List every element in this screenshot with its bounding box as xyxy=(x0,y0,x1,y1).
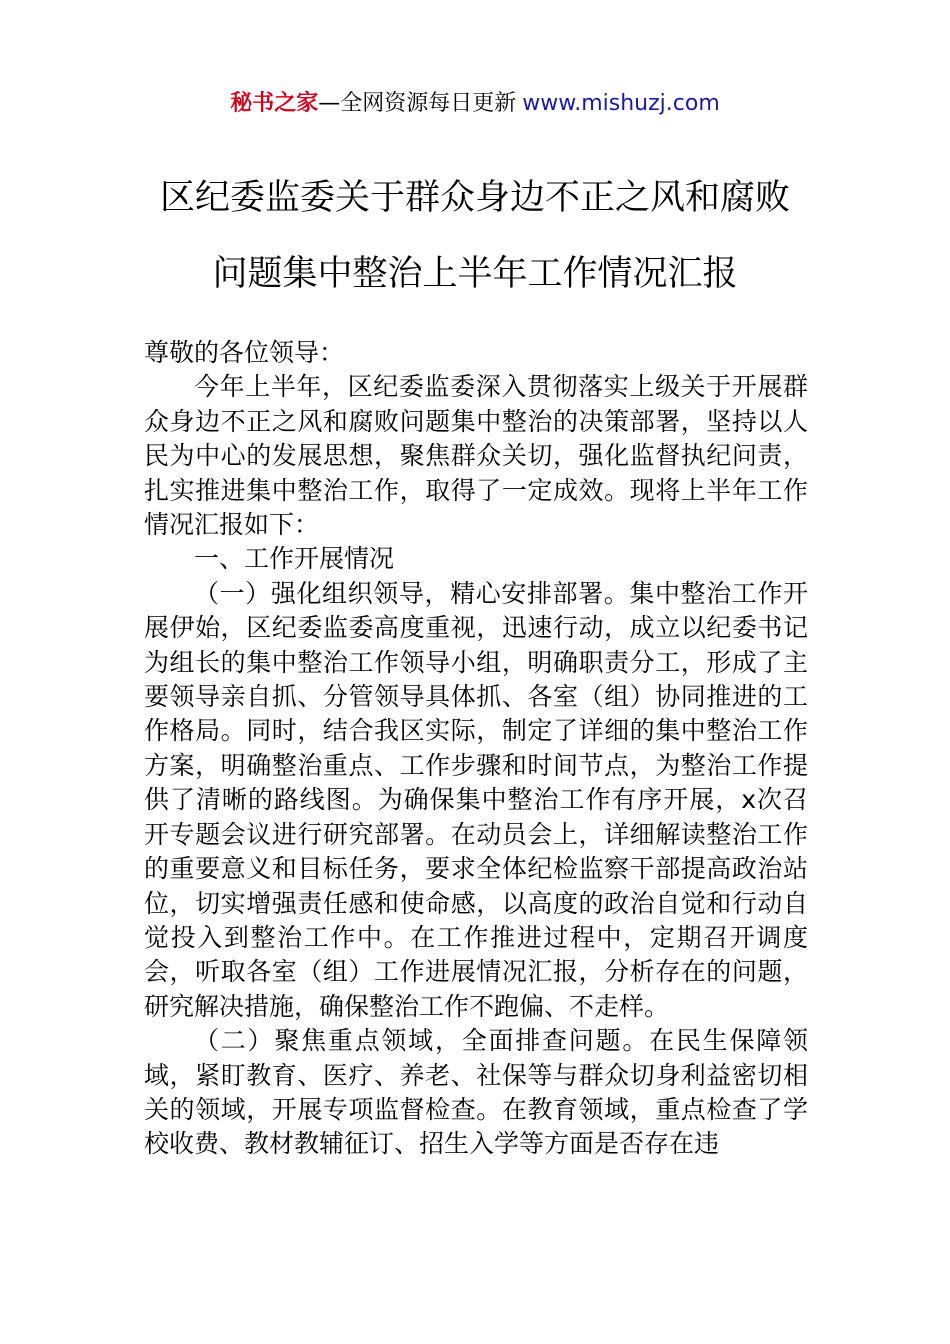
site-url-link[interactable]: www.mishuzj.com xyxy=(522,91,720,116)
salutation: 尊敬的各位领导： xyxy=(144,338,345,367)
document-title xyxy=(0,160,950,312)
title-line-1: 区纪委监委关于群众身边不正之风和腐败 xyxy=(159,178,790,218)
paragraph-item-2: （二）聚焦重点领域，全面排查问题。在民生保障领域，紧盯教育、医疗、养老、社保等与群众切身利益密切相关的领域，开展专项监督检查。在教育领域，重点检查了学校收费、教材教辅征订、招生入学等方面是否存在违 xyxy=(144,1026,808,1159)
site-header xyxy=(0,86,950,122)
paragraph-intro: 今年上半年，区纪委监委深入贯彻落实上级关于开展群众身边不正之风和腐败问题集中整治的决策部署，坚持以人民为中心的发展思想，聚焦群众关切，强化监督执纪问责，扎实推进集中整治工作，取得了一定成效。现将上半年工作情况汇报如下： xyxy=(144,372,808,540)
brand-name: 秘书之家 xyxy=(230,91,319,116)
header-tagline: —全网资源每日更新 xyxy=(318,91,517,116)
section-heading: 一、工作开展情况 xyxy=(194,544,395,574)
paragraph-item-1: （一）强化组织领导，精心安排部署。集中整治工作开展伊始，区纪委监委高度重视，迅速行动，成立以纪委书记为组长的集中整治工作领导小组，明确职责分工，形成了主要领导亲自抓、分管领导具体抓、各室（组）协同推进的工作格局。同时，结合我区实际，制定了详细的集中整治工作方案，明确整治重点、工作步骤和时间节点，为整治工作提供了清晰的路线图。为确保集中整治工作有序开展，x次召开专题会议进行研究部署。在动员会上，详细解读整治工作的重要意义和目标任务，要求全体纪检监察干部提高政治站位，切实增强责任感和使命感，以高度的政治自觉和行动自觉投入到整治工作中。在工作推进过程中，定期召开调度会，听取各室（组）工作进展情况汇报，分析存在的问题，研究解决措施，确保整治工作不跑偏、不走样。 xyxy=(144,578,808,1021)
title-line-2: 问题集中整治上半年工作情况汇报 xyxy=(212,254,738,294)
document-body xyxy=(144,336,808,1162)
